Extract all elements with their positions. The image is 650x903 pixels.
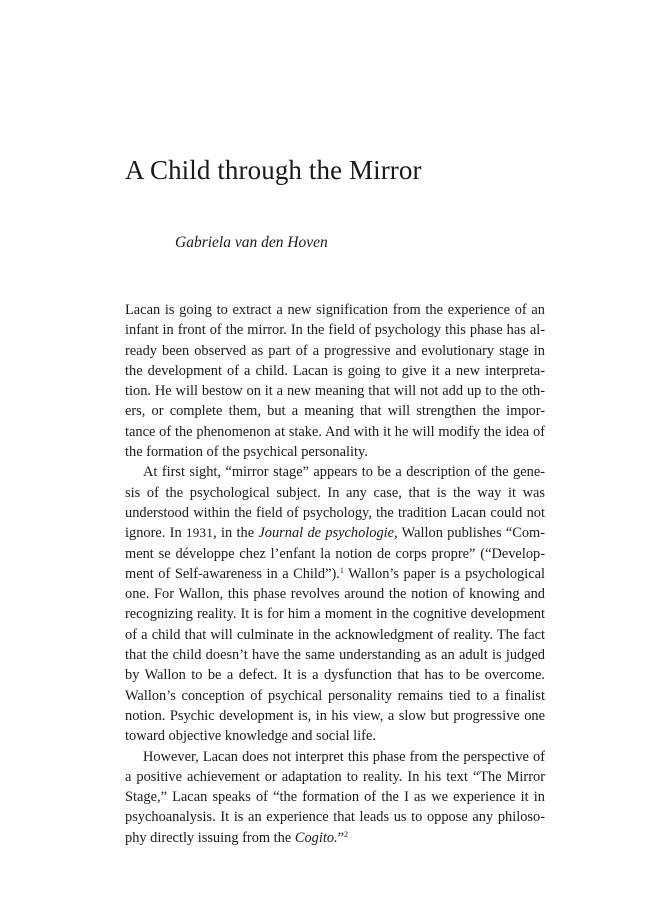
text-line: However, Lacan does not interpret this phase from the perspective of [143, 748, 545, 765]
line-text: Wallon publishes “Com- [397, 525, 545, 542]
text-line: infant in front of the mirror. In the field of psychology this phase has al- [125, 322, 545, 339]
text-line: tion. He will bestow on it a new meaning that will not add up to the oth- [125, 383, 545, 400]
text-line: Wallon’s conception of psychical personality remains tied to a finalist [125, 687, 545, 704]
year-1931: 1931 [185, 525, 214, 541]
text-line-journal-citation [125, 523, 545, 543]
text-line: by Wallon to be a defect. It is a dysfunction that has to be overcome. [125, 667, 545, 684]
line-text: phy directly issuing from the [125, 829, 295, 846]
text-line: sis of the psychological subject. In any case, that is the way it was [125, 484, 545, 501]
line-text: ment of Self-awareness in a Child”). [125, 565, 340, 582]
text-line: toward objective knowledge and social life. [125, 728, 376, 745]
text-line: ment se développe chez l’enfant la notion de corps propre” (“Develop- [125, 545, 545, 562]
text-line: the development of a child. Lacan is going to give it a new interpreta- [125, 362, 545, 379]
text-line-footnote-2 [125, 828, 545, 848]
text-line: one. For Wallon, this phase revolves around the notion of knowing and [125, 586, 545, 603]
chapter-title: A Child through the Mirror [125, 155, 422, 185]
text-line: the formation of the psychical personality. [125, 444, 368, 461]
text-line: tance of the phenomenon at stake. And with it he will modify the idea of [125, 423, 545, 440]
line-text: ignore. In [125, 525, 186, 542]
text-line: Stage,” Lacan speaks of “the formation of the I as we experience it in [125, 789, 545, 806]
text-line: recognizing reality. It is for him a moment in the cognitive development [125, 606, 545, 623]
chapter-author: Gabriela van den Hoven [175, 234, 328, 251]
line-text: , in the [213, 525, 259, 542]
text-line: ready been observed as part of a progressive and evolutionary stage in [125, 342, 545, 359]
text-line: Lacan is going to extract a new signification from the experience of an [125, 302, 545, 318]
text-line: ers, or complete them, but a meaning that will strengthen the impor- [125, 403, 545, 420]
text-line: At first sight, “mirror stage” appears to be a description of the gene- [143, 464, 545, 481]
line-text: Wallon’s paper is a psychological [343, 565, 546, 582]
text-line: that the child doesn’t have the same understanding as an adult is judged [125, 647, 545, 664]
text-line: notion. Psychic development is, in his view, a slow but progressive one [125, 707, 545, 724]
cogito-term: Cogito. [294, 829, 338, 846]
journal-title: Journal de psychologie, [258, 525, 398, 542]
text-line: of a child that will culminate in the acknowledgment of reality. The fact [125, 626, 545, 643]
text-line: psychoanalysis. It is an experience that leads us to oppose any philoso- [125, 809, 545, 826]
body-text [125, 300, 545, 848]
footnote-marker-1[interactable]: 1 [339, 565, 344, 575]
text-line: a positive achievement or adaptation to reality. In his text “The Mirror [125, 768, 545, 785]
text-line: understood within the field of psychology, the tradition Lacan could not [125, 504, 545, 521]
footnote-marker-2[interactable]: 2 [344, 829, 349, 839]
line-text: ” [337, 829, 345, 846]
text-line-footnote-1 [125, 564, 545, 584]
